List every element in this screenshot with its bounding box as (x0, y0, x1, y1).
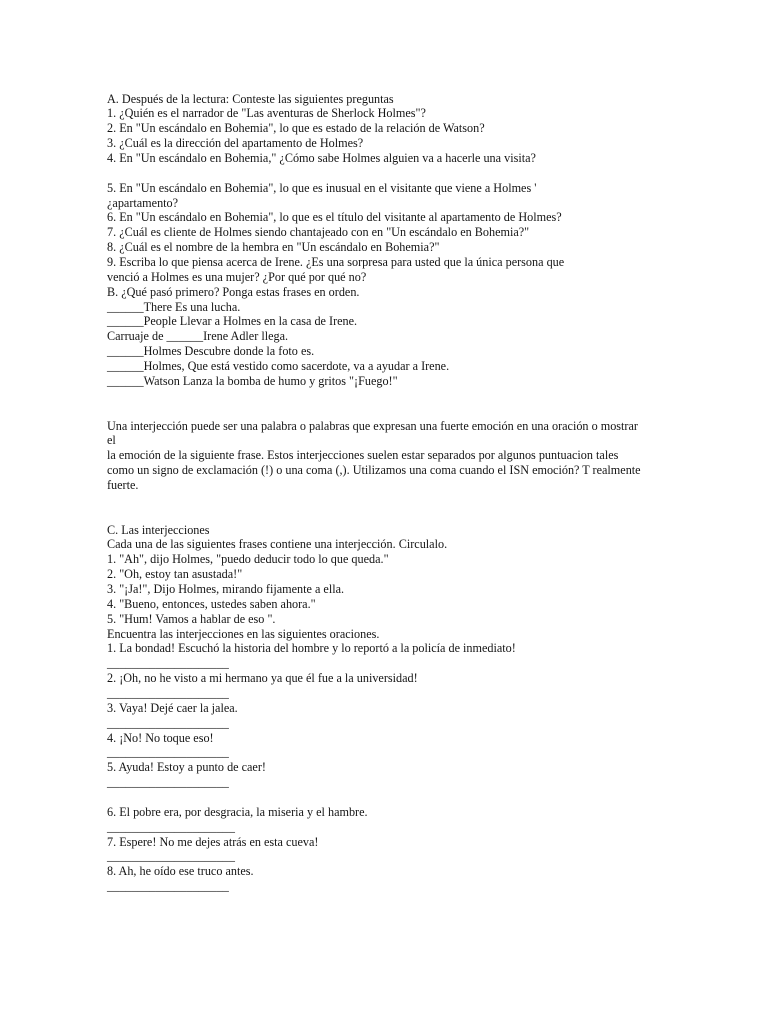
spacer (107, 166, 747, 181)
interjection-note-line: fuerte. (107, 477, 139, 492)
spacer (107, 790, 747, 805)
worksheet-page (107, 92, 747, 894)
interjection-note-line: la emoción de la siguiente frase. Estos interjecciones suelen estar separados por algunos puntuacion tales (107, 448, 619, 463)
question-line: 1. ¿Quién es el narrador de "Las aventuras de Sherlock Holmes"? (107, 106, 426, 121)
section-c-instruction: Cada una de las siguientes frases contiene una interjección. Circulalo. (107, 537, 448, 552)
answer-line: _____________________ (107, 849, 235, 864)
question-line: 5. En "Un escándalo en Bohemia", lo que es inusual en el visitante que viene a Holmes ' (107, 180, 537, 195)
question-line: 7. ¿Cuál es cliente de Holmes siendo chantajeado con en "Un escándalo en Bohemia?" (107, 225, 530, 240)
order-item: ______People Llevar a Holmes en la casa de Irene. (107, 314, 358, 329)
question-line: venció a Holmes es una mujer? ¿Por qué por qué no? (107, 269, 367, 284)
interjection-note-line: el (107, 433, 116, 448)
answer-line: ____________________ (107, 715, 229, 730)
answer-line: ____________________ (107, 745, 229, 760)
answer-line: ____________________ (107, 775, 229, 790)
question-line: 6. En "Un escándalo en Bohemia", lo que es el título del visitante al apartamento de Holmes? (107, 210, 562, 225)
question-line: 2. En "Un escándalo en Bohemia", lo que es estado de la relación de Watson? (107, 121, 485, 136)
exercise-sentence: 1. La bondad! Escuchó la historia del hombre y lo reportó a la policía de inmediato! (107, 641, 516, 656)
section-b (107, 285, 747, 389)
interjection-sentence: 1. "Ah", dijo Holmes, "puedo deducir todo lo que queda." (107, 552, 389, 567)
question-line: 3. ¿Cuál es la dirección del apartamento de Holmes? (107, 136, 364, 151)
question-line: ¿apartamento? (107, 195, 179, 210)
interjection-sentence: 5. "Hum! Vamos a hablar de eso ". (107, 611, 276, 626)
exercise-sentence: 8. Ah, he oído ese truco antes. (107, 864, 254, 879)
spacer (107, 493, 747, 523)
answer-line: ____________________ (107, 879, 229, 894)
interjection-note-line: como un signo de exclamación (!) o una coma (,). Utilizamos una coma cuando el ISN emoción? T realmente (107, 463, 641, 478)
question-line: 9. Escriba lo que piensa acerca de Irene. ¿Es una sorpresa para usted que la única persona que (107, 255, 565, 270)
order-item: Carruaje de ______Irene Adler llega. (107, 329, 289, 344)
section-b-heading: B. ¿Qué pasó primero? Ponga estas frases en orden. (107, 284, 360, 299)
exercise-sentence: 5. Ayuda! Estoy a punto de caer! (107, 760, 266, 775)
interjection-note-line: Una interjección puede ser una palabra o palabras que expresan una fuerte emoción en una oración o mostrar (107, 418, 638, 433)
exercise-sentence: 6. El pobre era, por desgracia, la miseria y el hambre. (107, 804, 368, 819)
answer-line: _____________________ (107, 819, 235, 834)
exercise-sentence: 3. Vaya! Dejé caer la jalea. (107, 700, 238, 715)
answer-line: ____________________ (107, 656, 229, 671)
order-item: ______Holmes, Que está vestido como sacerdote, va a ayudar a Irene. (107, 359, 450, 374)
question-line: 4. En "Un escándalo en Bohemia," ¿Cómo sabe Holmes alguien va a hacerle una visita? (107, 151, 536, 166)
exercise-sentence: 7. Espere! No me dejes atrás en esta cueva! (107, 834, 319, 849)
interjection-sentence: 2. "Oh, estoy tan asustada!" (107, 567, 243, 582)
interjection-sentence: 3. "¡Ja!", Dijo Holmes, mirando fijamente a ella. (107, 581, 345, 596)
question-line: 8. ¿Cuál es el nombre de la hembra en "Un escándalo en Bohemia?" (107, 240, 440, 255)
exercise-sentence: 4. ¡No! No toque eso! (107, 730, 214, 745)
exercise-sentence: 2. ¡Oh, no he visto a mi hermano ya que él fue a la universidad! (107, 671, 418, 686)
order-item: ______Holmes Descubre donde la foto es. (107, 344, 315, 359)
section-a-heading: A. Después de la lectura: Conteste las siguientes preguntas (107, 91, 394, 106)
section-a (107, 92, 747, 285)
section-c-heading: C. Las interjecciones (107, 522, 210, 537)
find-instruction: Encuentra las interjecciones en las siguientes oraciones. (107, 626, 380, 641)
spacer (107, 389, 747, 419)
section-c (107, 523, 747, 894)
interjection-sentence: 4. "Bueno, entonces, ustedes saben ahora." (107, 596, 316, 611)
interjection-note (107, 419, 747, 493)
order-item: ______Watson Lanza la bomba de humo y gritos "¡Fuego!" (107, 373, 398, 388)
order-item: ______There Es una lucha. (107, 299, 241, 314)
answer-line: ____________________ (107, 686, 229, 700)
